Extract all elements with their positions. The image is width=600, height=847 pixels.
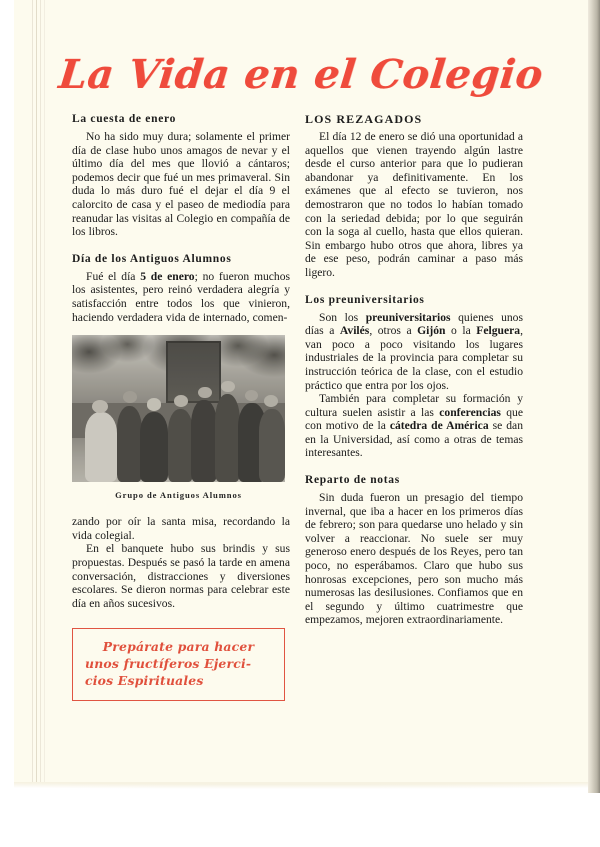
paragraph-bold-date: 5 de enero <box>140 269 195 283</box>
par-bold-preuniversitarios: preuniversitarios <box>365 310 451 324</box>
paragraph-los-rezagados: El día 12 de enero se dió una oportunidad a aquellos que vienen trayendo algún lastre desde el curso anterior para que lo pudieran abandonar ya definitivamente. En los exámenes que al efecto se tuvieron, nos demostraron que no todos lo habían tomado con la seriedad debida; por lo que seguirán con la soga al cuello, hasta que ellos quieran. Sin embargo hubo otros que ahora, libres ya de ese peso, podrán caminar a paso más ligero. <box>305 130 523 279</box>
section-heading-dia-antiguos-alumnos: Día de los Antiguos Alumnos <box>72 252 232 265</box>
par-bold-felguera: Felguera <box>476 324 521 338</box>
par2-text-c: se dan en la Universidad, así como a otras de temas interesantes. <box>305 419 523 460</box>
article-columns <box>14 112 588 772</box>
par2-text-b: que con motivo de la <box>305 405 523 433</box>
paragraph-preuniversitarios-1 <box>305 311 523 393</box>
page-sheet <box>14 0 588 792</box>
par-bold-aviles: Avilés <box>339 324 370 338</box>
group-photo-old-students <box>72 335 285 482</box>
par-bold-gijon: Gijón <box>417 324 446 338</box>
par2-bold-conferencias: conferencias <box>439 405 501 419</box>
photo-block <box>72 335 285 500</box>
paragraph-dia-antiguos-alumnos <box>72 270 290 324</box>
paragraph-reparto-de-notas: Sin duda fueron un presagio del tiempo invernal, que iba a hacer en los primeros días de febrero; son para quedarse uno helado y sin volver a reaccionar. No suele ser muy generoso enero después de los Reyes, pero tan poco, no esperábamos. Claro que hubo sus honrosas excepciones, pero son mucho más numerosas las desilusiones. Confiamos que en el segundo y último cuatrimestre que empezamos, mejoren extraordinariamente. <box>305 491 523 627</box>
section-heading-cuesta-de-enero: La cuesta de enero <box>72 113 177 125</box>
par2-text-a: También para completar su formación y cultura suelen asistir a las <box>305 392 523 419</box>
par-text-e: , van poco a poco visitando los lugares industriales de la provincia para completar su instrucción teórica de la clase, con el estudio práctico que entra por los ojos. <box>305 324 523 392</box>
callout-line-3: cios Espirituales <box>85 673 204 689</box>
page-title: La Vida en el Colegio <box>56 51 546 98</box>
callout-line-1: Prepárate para hacer <box>102 639 255 655</box>
photo-caption: Grupo de Antiguos Alumnos <box>115 490 242 501</box>
callout-line-2: unos fructíferos Ejerci- <box>85 656 252 672</box>
par2-bold-catedra-america: cátedra de América <box>389 419 489 433</box>
paragraph-text-part-1: Fué el día <box>86 269 141 283</box>
page-bottom-edge <box>14 782 588 794</box>
paragraph-banquete: En el banquete hubo sus brindis y sus propuestas. Después se pasó la tarde en amena conversación, distracciones y diversiones escolares. Se dieron normas para celebrar este día en años sucesivos. <box>72 542 290 610</box>
section-heading-los-preuniversitarios: Los preuniversitarios <box>305 293 425 306</box>
callout-box-ejercicios-espirituales <box>72 628 285 701</box>
scanner-right-edge <box>588 0 600 793</box>
section-heading-los-rezagados: LOS REZAGADOS <box>305 112 423 126</box>
column-right <box>305 112 523 627</box>
par-text-c: , otros a <box>369 324 418 338</box>
paragraph-text-part-2: ; no fueron muchos los asistentes, pero reinó verdadera alegría y satisfacción entre todos los que vinieron, haciendo verdadera vida de internado, comen- <box>72 269 291 324</box>
masthead <box>14 52 588 98</box>
par-text-a: Son los <box>319 310 366 324</box>
paragraph-cuesta-de-enero: No ha sido muy dura; solamente el primer día de clase hubo unos amagos de nevar y el último día del mes que llovió a cántaros; podemos decir que fué un mes primaveral. Sin duda lo más duro fué el dejar el día 9 el calorcito de casa y el paseo de mediodía para reanudar las visitas al Colegio en compañía de los libros. <box>72 130 290 239</box>
par-text-b: quienes unos días a <box>305 310 523 338</box>
paragraph-preuniversitarios-2 <box>305 392 523 460</box>
par-text-d: o la <box>445 324 477 338</box>
paragraph-santa-misa: zando por oír la santa misa, recordando la vida colegial. <box>72 515 290 542</box>
section-heading-reparto-de-notas: Reparto de notas <box>305 474 400 487</box>
column-left <box>72 112 290 701</box>
